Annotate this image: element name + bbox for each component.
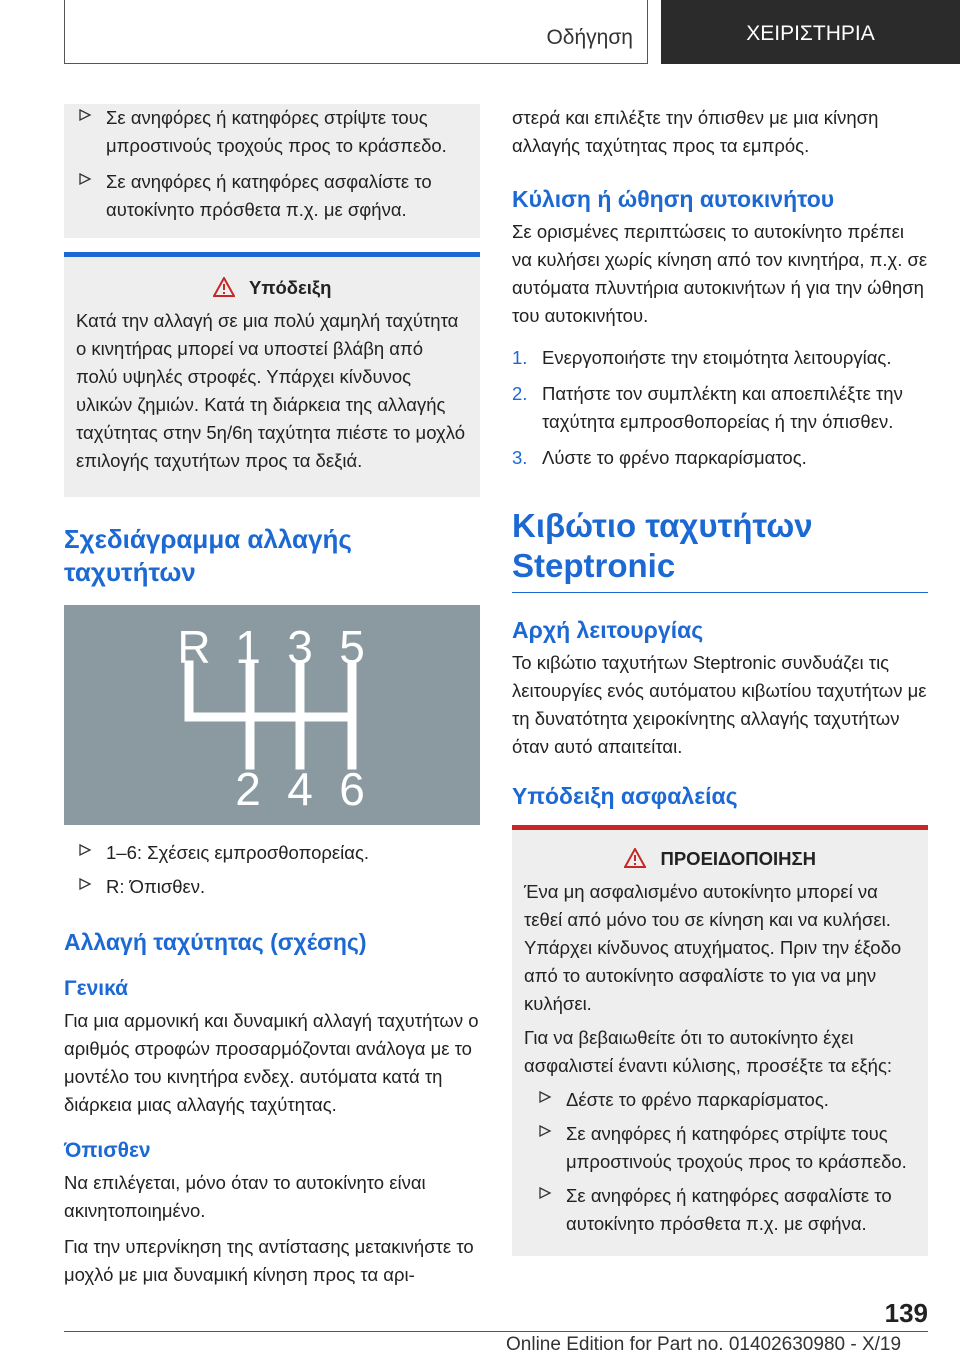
left-column — [64, 104, 480, 1289]
list-item: R: Όπισθεν. — [64, 873, 480, 901]
steptronic-heading-line-2: Steptronic — [512, 547, 676, 584]
warning-title: ΠΡΟΕΙΔΟΠΟΙΗΣΗ — [660, 848, 816, 869]
triangle-bullet-icon — [78, 108, 92, 122]
warning-text-1: Ένα μη ασφαλισμένο αυτοκίνητο μπορεί να τεθεί από μόνο του σε κίνηση και να κυλήσει. Υπάρχει κίνδυνος ατυχήματος. Πριν την έξοδο από το αυτοκίνητο ασφαλίστε το για να μην κυλήσει. — [524, 881, 902, 1014]
list-item: Σε ανηφόρες ή κατηφόρες ασφαλίστε το αυτοκίνητο πρόσθετα π.χ. με σφήνα. — [524, 1182, 916, 1238]
reverse-text-1: Να επιλέγεται, μόνο όταν το αυτοκίνητο είναι ακινητοποιημένο. — [64, 1172, 426, 1221]
diagram-heading: Σχεδιάγραμμα αλλαγής ταχυτήτων — [64, 524, 352, 587]
list-item: 1–6: Σχέσεις εμπροσθοπορείας. — [64, 839, 480, 867]
note-text: Κατά την αλλαγή σε μια πολύ χαμηλή ταχύτητα ο κινητήρας μπορεί να υποστεί βλάβη από πολύ υψηλές στροφές. Υπάρχει κίνδυνος υλικών ζημιών. Κατά τη διάρκεια της αλλαγής ταχύτητας στην 5η/6η ταχύτητα πιέστε το μοχλό επιλογής ταχυτήτων προς τα δεξιά. — [76, 310, 465, 471]
general-text: Για μια αρμονική και δυναμική αλλαγή ταχυτήτων ο αριθμός στροφών προσαρμόζονται ανάλογα με το μοντέλο του κινητήρα ενδεχ. αυτόματα κατά τη διάρκεια μιας αλλαγής ταχύτητας. — [64, 1010, 479, 1115]
triangle-bullet-icon — [78, 172, 92, 186]
warning-triangle-icon — [624, 848, 646, 868]
list-item: Σε ανηφόρες ή κατηφόρες ασφαλίστε το αυτοκίνητο πρόσθετα π.χ. με σφήνα. — [64, 168, 480, 224]
gear-label-2: 2 — [235, 763, 261, 815]
list-item: 2. Πατήστε τον συμπλέκτη και αποεπιλέξτε την ταχύτητα εμπροσθοπορείας ή την όπισθεν. — [512, 383, 903, 432]
page-number: 139 — [884, 1298, 928, 1328]
safety-heading: Υπόδειξη ασφαλείας — [512, 783, 738, 809]
triangle-bullet-icon — [538, 1124, 552, 1138]
rolling-heading: Κύλιση ή ώθηση αυτοκινήτου — [512, 186, 835, 212]
warning-box — [512, 825, 928, 1256]
list-item: 1. Ενεργοποιήστε την ετοιμότητα λειτουργίας. — [512, 347, 892, 368]
note-box — [64, 252, 480, 497]
right-column — [512, 104, 928, 1256]
list-item: Σε ανηφόρες ή κατηφόρες στρίψτε τους μπροστινούς τροχούς προς το κράσπεδο. — [64, 104, 480, 160]
principle-text: Το κιβώτιο ταχυτήτων Steptronic συνδυάζει τις λειτουργίες ενός αυτόματου κιβωτίου ταχυτήτων με τη δυνατότητα χειροκίνητης αλλαγής ταχυτήτων όταν αυτό απαιτείται. — [512, 652, 927, 757]
list-item: Δέστε το φρένο παρκαρίσματος. — [524, 1086, 916, 1114]
list-item: Σε ανηφόρες ή κατηφόρες στρίψτε τους μπροστινούς τροχούς προς το κράσπεδο. — [524, 1120, 916, 1176]
footer-edition: Online Edition for Part no. 01402630980 - X/19 — [506, 1334, 902, 1355]
continuation-text: στερά και επιλέξτε την όπισθεν με μια κίνηση αλλαγής ταχύτητας προς τα εμπρός. — [512, 107, 879, 156]
triangle-bullet-icon — [78, 843, 92, 857]
header-section-box — [64, 0, 648, 64]
reverse-text-2: Για την υπερνίκηση της αντίστασης μετακινήστε το μοχλό με μια δυναμική κίνηση προς τα αρι- — [64, 1236, 474, 1285]
top-bullets-box — [64, 104, 480, 238]
general-heading: Γενικά — [64, 977, 129, 1000]
gear-label-5: 5 — [339, 621, 365, 673]
list-item: 3. Λύστε το φρένο παρκαρίσματος. — [512, 447, 807, 468]
note-title: Υπόδειξη — [248, 277, 332, 298]
gear-shift-pattern — [64, 605, 480, 825]
warning-text-2: Για να βεβαιωθείτε ότι το αυτοκίνητο έχει ασφαλιστεί έναντι κύλισης, προσέξτε τα εξής: — [524, 1027, 892, 1076]
diagram-bullets — [64, 839, 480, 901]
gear-shift-diagram — [64, 605, 480, 825]
note-header — [76, 277, 468, 299]
gear-label-3: 3 — [287, 621, 313, 673]
triangle-bullet-icon — [538, 1186, 552, 1200]
shifting-heading: Αλλαγή ταχύτητας (σχέσης) — [64, 929, 367, 955]
gear-label-4: 4 — [287, 763, 313, 815]
header-section-title: Οδήγηση — [546, 26, 633, 49]
warning-triangle-icon — [213, 277, 235, 297]
header-chapter-tab: ΧΕΙΡΙΣΤΗΡΙΑ — [661, 0, 960, 64]
gear-label-6: 6 — [339, 763, 365, 815]
reverse-heading: Όπισθεν — [64, 1139, 151, 1162]
steps-list — [512, 344, 928, 472]
steptronic-heading-line-1: Κιβώτιο ταχυτήτων — [512, 507, 813, 544]
steptronic-title-block — [512, 506, 928, 593]
footer-divider — [64, 1331, 928, 1332]
principle-heading: Αρχή λειτουργίας — [512, 617, 704, 643]
gear-label-1: 1 — [235, 621, 261, 673]
triangle-bullet-icon — [78, 877, 92, 891]
rolling-text: Σε ορισμένες περιπτώσεις το αυτοκίνητο πρέπει να κυλήσει χωρίς κίνηση από τον κινητήρα, π.χ. σε αυτόματα πλυντήρια αυτοκινήτων ή για την ώθηση του αυτοκινήτου. — [512, 221, 928, 326]
triangle-bullet-icon — [538, 1090, 552, 1104]
warning-bullets — [524, 1086, 916, 1238]
gear-label-r: R — [177, 621, 211, 673]
warning-header — [524, 848, 916, 870]
